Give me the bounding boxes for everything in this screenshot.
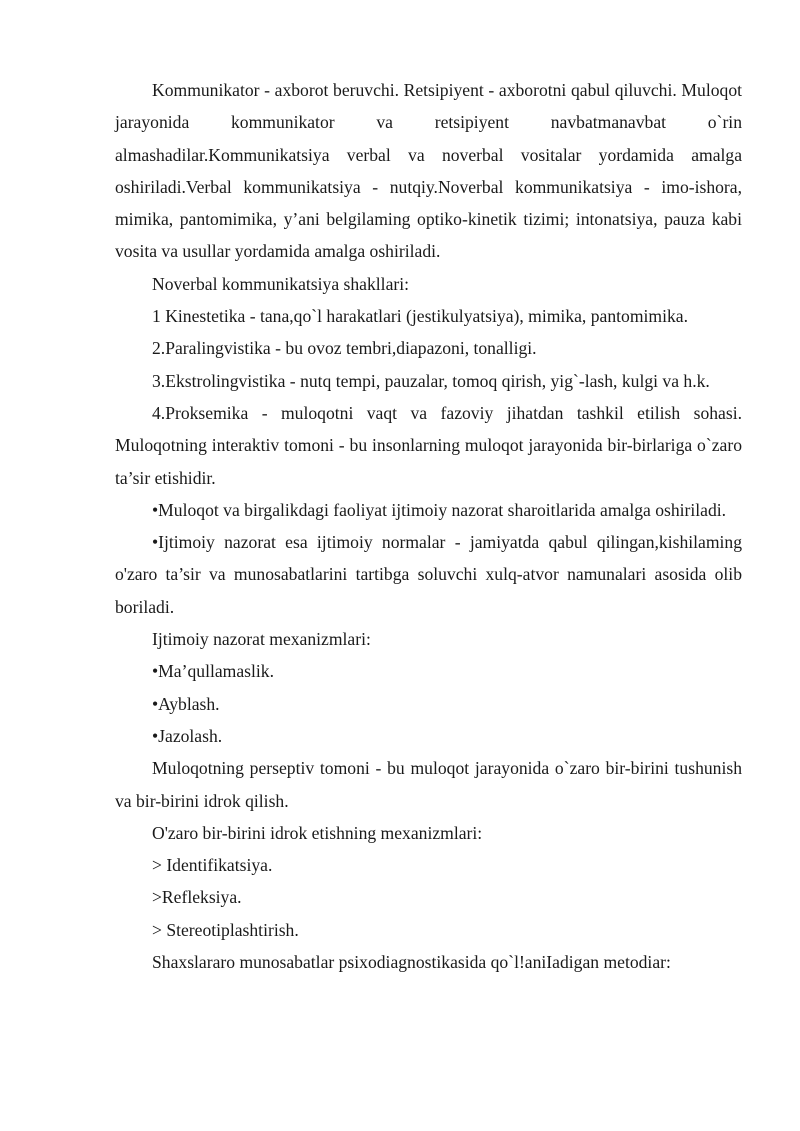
paragraph-ekstrolingvistika: 3.Ekstrolingvistika - nutq tempi, pauzalar, tomoq qirish, yig`-lash, kulgi va h.k. bbox=[152, 370, 710, 391]
list-item-blame: •Ayblash. bbox=[152, 693, 220, 714]
paragraph-paralingvistika: 2.Paralingvistika - bu ovoz tembri,diapazoni, tonalligi. bbox=[152, 338, 537, 359]
list-item-reflection: >Refleksiya. bbox=[152, 887, 242, 908]
list-item-identification: > Identifikatsiya. bbox=[152, 855, 273, 876]
list-item-punishment: •Jazolash. bbox=[152, 725, 223, 746]
paragraph-perception-mechanisms-heading: O'zaro bir-birini idrok etishning mexanizmlari: bbox=[152, 822, 483, 843]
paragraph-methods-heading: Shaxslararo munosabatlar psixodiagnostikasida qo`l!aniIadigan metodiar: bbox=[152, 952, 671, 973]
paragraph-social-control-norms: •Ijtimoiy nazorat esa ijtimoiy normalar - jamiyatda qabul qilingan,kishilaming o'zaro ta’sir va munosabatlarini tartibga soluvchi xulq-atvor namunalari asosida olib boriladi. bbox=[115, 532, 742, 617]
paragraph-perceptive-side: Muloqotning perseptiv tomoni - bu muloqot jarayonida o`zaro bir-birini tushunish va bir-birini idrok qilish. bbox=[115, 758, 742, 811]
document-body bbox=[115, 74, 742, 978]
paragraph-communicator-definition: Kommunikator - axborot beruvchi. Retsipiyent - axborotni qabul qiluvchi. Muloqot jarayonida kommunikator va retsipiyent navbatmanavbat o`rin almashadilar.Kommunikatsiya verbal va noverbal vositalar yordamida amalga oshiriladi.Verbal kommunikatsiya - nutqiy.Noverbal kommunikatsiya - imo-ishora, mimika, pantomimika, y’ani belgilaming optiko-kinetik tizimi; intonatsiya, pauza kabi vosita va usullar yordamida amalga oshiriladi. bbox=[115, 80, 742, 262]
paragraph-social-control-activity: •Muloqot va birgalikdagi faoliyat ijtimoiy nazorat sharoitlarida amalga oshiriladi. bbox=[152, 499, 727, 520]
paragraph-control-mechanisms-heading: Ijtimoiy nazorat mexanizmlari: bbox=[152, 629, 371, 650]
paragraph-nonverbal-forms-heading: Noverbal kommunikatsiya shakllari: bbox=[152, 273, 410, 294]
paragraph-proksemika: 4.Proksemika - muloqotni vaqt va fazoviy jihatdan tashkil etilish sohasi. Muloqotning interaktiv tomoni - bu insonlarning muloqot jarayonida bir-birlariga o`zaro ta’sir etishidir. bbox=[115, 402, 742, 488]
list-item-disapproval: •Ma’qullamaslik. bbox=[152, 661, 274, 682]
paragraph-kinestetika: 1 Kinestetika - tana,qo`l harakatlari (jestikulyatsiya), mimika, pantomimika. bbox=[152, 306, 688, 327]
list-item-stereotyping: > Stereotiplashtirish. bbox=[152, 919, 299, 940]
